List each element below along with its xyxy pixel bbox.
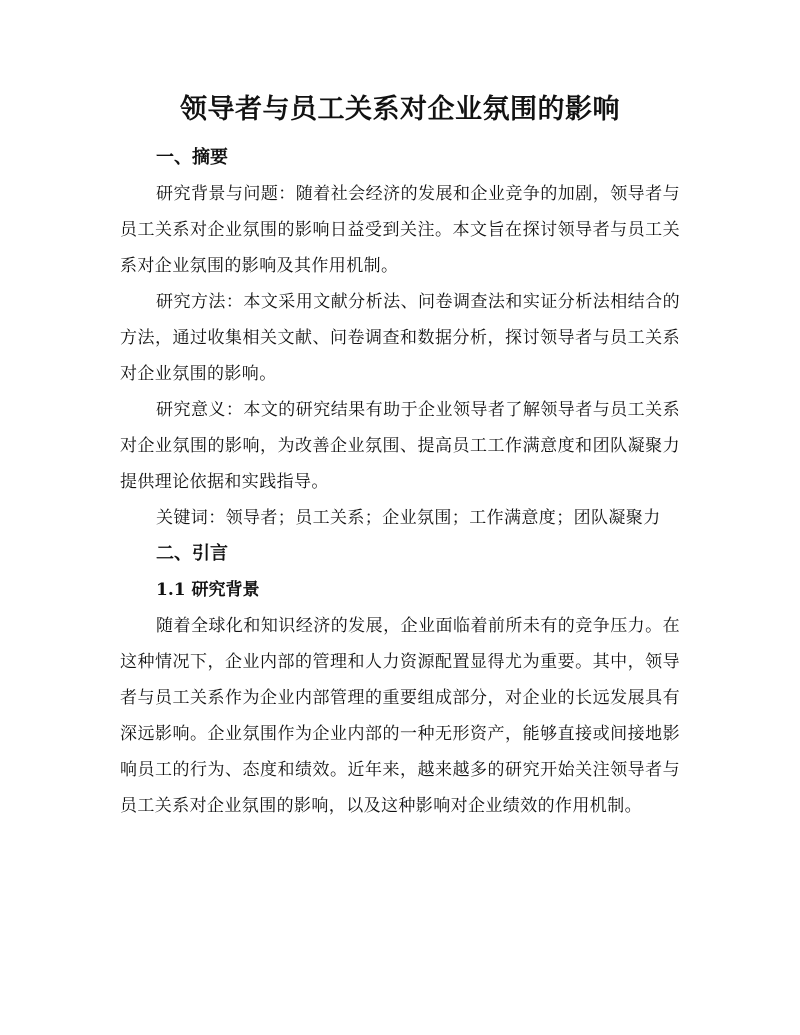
introduction-background-paragraph: 随着全球化和知识经济的发展，企业面临着前所未有的竞争压力。在这种情况下，企业内部的管理和人力资源配置显得尤为重要。其中，领导者与员工关系作为企业内部管理的重要组成部分，对企业的长远发展具有深远影响。企业氛围作为企业内部的一种无形资产，能够直接或间接地影响员工的行为、态度和绩效。近年来，越来越多的研究开始关注领导者与员工关系对企业氛围的影响，以及这种影响对企业绩效的作用机制。 [120, 616, 680, 816]
section-heading-introduction: 二、引言 [156, 543, 228, 564]
document-title: 领导者与员工关系对企业氛围的影响 [180, 94, 620, 125]
abstract-significance-paragraph: 研究意义：本文的研究结果有助于企业领导者了解领导者与员工关系对企业氛围的影响，为改善企业氛围、提高员工工作满意度和团队凝聚力提供理论依据和实践指导。 [120, 400, 680, 492]
abstract-keywords-paragraph: 关键词：领导者；员工关系；企业氛围；工作满意度；团队凝聚力 [156, 508, 661, 528]
abstract-method-paragraph: 研究方法：本文采用文献分析法、问卷调查法和实证分析法相结合的方法，通过收集相关文献、问卷调查和数据分析，探讨领导者与员工关系对企业氛围的影响。 [120, 292, 680, 384]
abstract-background-paragraph: 研究背景与问题：随着社会经济的发展和企业竞争的加剧，领导者与员工关系对企业氛围的影响日益受到关注。本文旨在探讨领导者与员工关系对企业氛围的影响及其作用机制。 [120, 184, 680, 276]
subsection-heading-background: 1.1 研究背景 [156, 580, 260, 600]
section-heading-abstract: 一、摘要 [156, 147, 228, 168]
